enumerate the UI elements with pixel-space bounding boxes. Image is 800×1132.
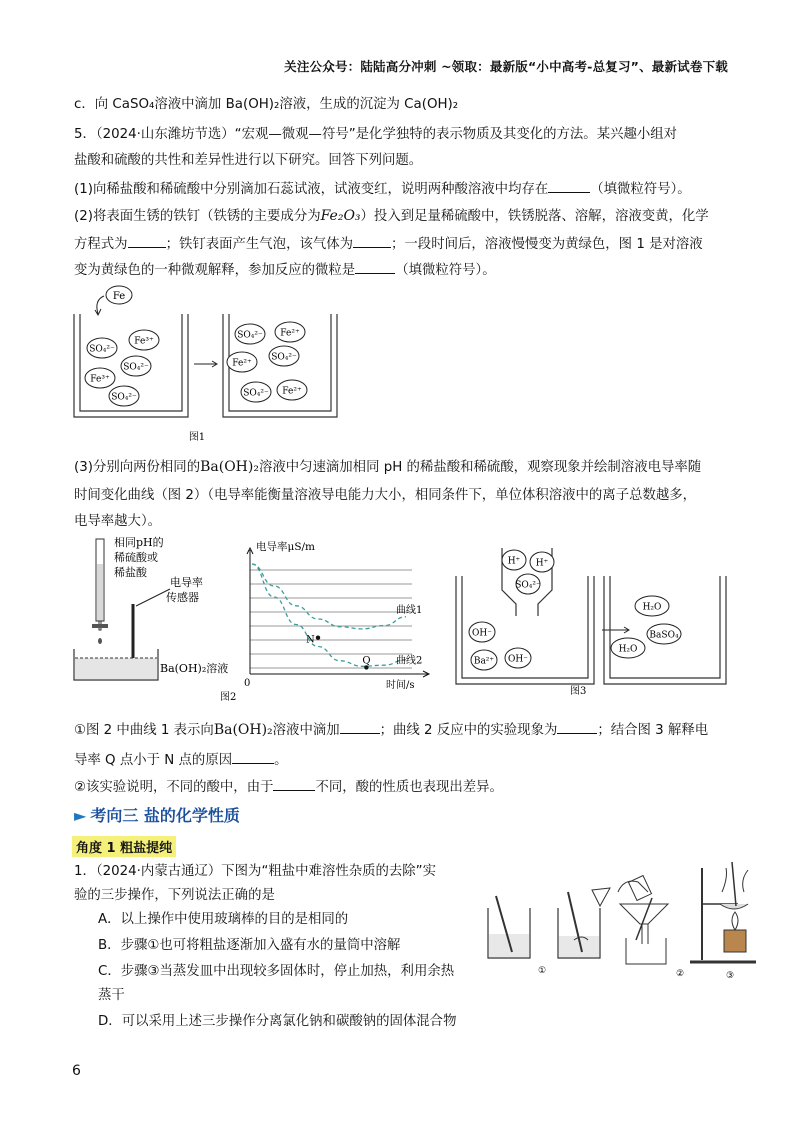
x-axis-label: 时间/s <box>386 680 415 690</box>
ion-particle <box>85 368 115 388</box>
burette-label: 相同pH的 <box>114 536 164 549</box>
sub-1-text: ；曲线 2 反应中的实验现象为 <box>379 723 558 738</box>
part-2-text: ；一段时间后，溶液慢慢变为黄绿色，图 1 是对溶液 <box>391 237 703 252</box>
fe-label: Fe <box>112 291 126 302</box>
ion-particle-label: Fe²⁺ <box>280 328 300 339</box>
part-2-text: (2)将表面生锈的铁钉（铁锈的主要成分为 <box>74 209 321 224</box>
part-1-text-end: （填微粒符号）。 <box>590 182 691 197</box>
series-label: 曲线2 <box>396 655 423 667</box>
point-label: Q <box>362 655 371 667</box>
ion-particle <box>530 552 554 572</box>
burette-liquid <box>97 564 103 621</box>
part-2-text: ；铁钉表面产生气泡，该气体为 <box>165 237 354 252</box>
option-c[interactable]: C．步骤③当蒸发皿中出现较多固体时，停止加热，利用余热 <box>98 964 455 979</box>
ion-particle <box>471 650 497 670</box>
page-header: 关注公众号：陆陆高分冲刺 ~领取：最新版“小中高考-总复习”、最新试卷下载 <box>284 59 728 74</box>
sub-1-text: ①图 2 中曲线 1 表示向 <box>74 723 214 738</box>
salt-purification-figure <box>482 848 772 983</box>
sub-question-1 <box>74 719 734 741</box>
answer-blank[interactable] <box>273 776 315 791</box>
part-1 <box>74 178 734 200</box>
sensor-label: 传感器 <box>166 591 199 604</box>
sub-question-1-line2 <box>74 749 734 771</box>
chart-grid <box>250 570 412 668</box>
molecule-particle-label: H₂O <box>642 602 662 613</box>
fe2o3-formula: Fe₂O₃ <box>320 208 361 224</box>
ion-particle <box>241 382 271 402</box>
ion-particle-label: Fe²⁺ <box>232 358 252 369</box>
question-1-stem: 1．（2024·内蒙古通辽）下图为“粗盐中难溶性杂质的去除”实 <box>74 864 437 879</box>
figure-2-caption: 图2 <box>220 692 237 703</box>
ion-particle-label: H⁺ <box>535 558 549 569</box>
figure-3-particles <box>469 550 681 670</box>
part-3-text: 溶液中匀速滴加相同 pH 的稀盐酸和稀硫酸，观察现象并绘制溶液电导率随 <box>258 460 702 475</box>
question-5-stem-cont: 盐酸和硫酸的共性和差异性进行以下研究。回答下列问题。 <box>74 153 423 168</box>
section-heading <box>74 803 240 826</box>
sub-2-text: 不同，酸的性质也表现出差异。 <box>315 780 503 795</box>
part-2-text: （填微粒符号）。 <box>395 263 496 278</box>
burette-label: 稀盐酸 <box>114 566 147 579</box>
hand-icon <box>618 881 648 892</box>
ion-particle <box>515 574 541 594</box>
drop <box>98 638 102 644</box>
sub-question-2 <box>74 776 734 798</box>
ion-particle <box>227 352 257 372</box>
sub-1-text: 溶液中滴加 <box>272 723 340 738</box>
filtrate-beaker <box>626 938 666 964</box>
ion-particle <box>269 346 299 366</box>
sub-1-text: ；结合图 3 解释电 <box>597 723 709 738</box>
part-3-text: (3)分别向两份相同的 <box>74 460 201 475</box>
series-label: 曲线1 <box>396 604 423 616</box>
ion-particle-label: SO₄²⁻ <box>271 352 297 363</box>
ion-particle <box>505 648 531 668</box>
flame-icon <box>732 912 738 930</box>
sub-1-text: 导率 Q 点小于 N 点的原因 <box>74 753 233 768</box>
part-2-line3 <box>74 259 734 281</box>
ion-particle-label: Ba²⁺ <box>473 656 495 667</box>
ion-particle-label: SO₄²⁻ <box>123 362 149 373</box>
ion-particle-label: SO₄²⁻ <box>237 330 263 341</box>
topic-tag: 角度 1 粗盐提纯 <box>72 836 176 857</box>
ion-particle-label: H⁺ <box>507 556 521 567</box>
answer-blank[interactable] <box>232 749 274 764</box>
part-2 <box>74 206 734 227</box>
ion-particle-label: Fe²⁺ <box>282 386 302 397</box>
part-1-text: (1)向稀盐酸和稀硫酸中分别滴加石蕊试液，试液变红，说明两种酸溶液中均存在 <box>74 182 549 197</box>
baoh2-formula: Ba(OH)₂ <box>213 722 273 738</box>
answer-blank[interactable] <box>557 719 597 734</box>
step-label: ① <box>538 966 547 976</box>
answer-blank[interactable] <box>128 233 166 248</box>
stopcock <box>92 624 108 628</box>
question-1-stem-cont: 验的三步操作，下列说法正确的是 <box>74 888 275 903</box>
ion-particle-label: SO₄²⁻ <box>89 344 115 355</box>
step-label: ③ <box>726 971 735 981</box>
option-c-line: c．向 CaSO₄溶液中滴加 Ba(OH)₂溶液，生成的沉淀为 Ca(OH)₂ <box>74 97 459 112</box>
ion-particle <box>502 550 526 570</box>
figure-3 <box>452 538 734 700</box>
sub-1-text: 。 <box>274 753 288 768</box>
ion-particle-label: OH⁻ <box>508 654 528 665</box>
ion-particle-label: SO₄²⁻ <box>111 392 137 403</box>
option-a[interactable]: A．以上操作中使用玻璃棒的目的是相同的 <box>98 912 349 927</box>
part-2-text: 变为黄绿色的一种微观解释，参加反应的微粒是 <box>74 263 356 278</box>
figure-2-apparatus <box>70 534 245 704</box>
sensor-label: 电导率 <box>170 576 203 589</box>
solution <box>75 658 157 679</box>
ion-particle <box>109 386 139 406</box>
part-3 <box>74 457 734 478</box>
y-axis-label: 电导率μS/m <box>256 541 316 553</box>
conductivity-chart <box>240 540 440 690</box>
evaporating-dish <box>720 904 748 909</box>
molecule-particle <box>635 596 669 616</box>
part-3-line3: 电导率越大）。 <box>74 514 162 529</box>
figure-1-caption: 图1 <box>188 432 206 442</box>
ion-particle <box>275 322 305 342</box>
part-3-line2: 时间变化曲线（图 2）（电导率能衡量溶液导电能力大小，相同条件下，单位体积溶液中的离子总数越多， <box>74 488 697 503</box>
ion-particle-label: OH⁻ <box>472 628 492 639</box>
origin-label: 0 <box>244 678 251 689</box>
answer-blank[interactable] <box>353 233 391 248</box>
ion-particle <box>87 338 117 358</box>
step-label: ② <box>676 969 685 979</box>
ion-particle-label: SO₄²⁻ <box>515 580 541 591</box>
answer-blank[interactable] <box>340 719 380 734</box>
molecule-particle <box>647 624 681 644</box>
part-2-text-cont: ）投入到足量稀硫酸中，铁锈脱落、溶解，溶液变黄，化学 <box>360 209 709 224</box>
sub-2-text: ②该实验说明，不同的酸中，由于 <box>74 780 274 795</box>
beaker-right-particles <box>227 322 307 402</box>
ion-particle <box>235 324 265 344</box>
page-number: 6 <box>72 1063 81 1079</box>
beaker-label: Ba(OH)₂溶液 <box>160 662 229 675</box>
section-title: 考向三 盐的化学性质 <box>90 806 240 825</box>
answer-blank[interactable] <box>355 259 395 274</box>
answer-blank[interactable] <box>548 178 590 193</box>
ion-particle <box>469 622 495 642</box>
molecule-particle <box>611 638 645 658</box>
sensor-leader <box>136 589 170 606</box>
point-label: N <box>306 634 315 646</box>
triangle-icon: ► <box>74 806 87 825</box>
molecule-particle-label: BaSO₄ <box>649 630 679 641</box>
paper-funnel <box>592 888 610 906</box>
option-c-cont: 蒸干 <box>98 988 125 1003</box>
step1-liquid <box>489 934 529 957</box>
burette-label: 稀硫酸或 <box>114 551 158 564</box>
molecule-particle-label: H₂O <box>618 644 638 655</box>
option-d[interactable]: D．可以采用上述三步操作分离氯化钠和碳酸钠的固体混合物 <box>98 1014 457 1029</box>
figure-1 <box>66 282 356 442</box>
beaker-left-particles <box>85 330 159 406</box>
glass-rod <box>732 862 736 906</box>
question-5-stem: 5．（2024·山东潍坊节选）“宏观—微观—符号”是化学独特的表示物质及其变化的方法。某兴趣小组对 <box>74 127 678 142</box>
series-line-2 <box>252 564 406 666</box>
part-2-text: 方程式为 <box>74 237 128 252</box>
point-n <box>316 636 320 640</box>
alcohol-lamp <box>724 930 746 952</box>
figure-3-caption: 图3 <box>570 686 587 697</box>
beaker-pour <box>629 876 652 901</box>
part-2-line2 <box>74 233 734 255</box>
option-b[interactable]: B．步骤①也可将粗盐逐渐加入盛有水的量筒中溶解 <box>98 938 401 953</box>
ion-particle <box>129 330 159 350</box>
ion-particle-label: Fe³⁺ <box>134 336 154 347</box>
ion-particle-label: Fe³⁺ <box>90 374 110 385</box>
drop-arrow <box>97 296 104 314</box>
ion-particle <box>277 380 307 400</box>
ion-particle <box>121 356 151 376</box>
baoh2-formula: Ba(OH)₂ <box>200 459 259 475</box>
ion-particle-label: SO₄²⁻ <box>243 388 269 399</box>
